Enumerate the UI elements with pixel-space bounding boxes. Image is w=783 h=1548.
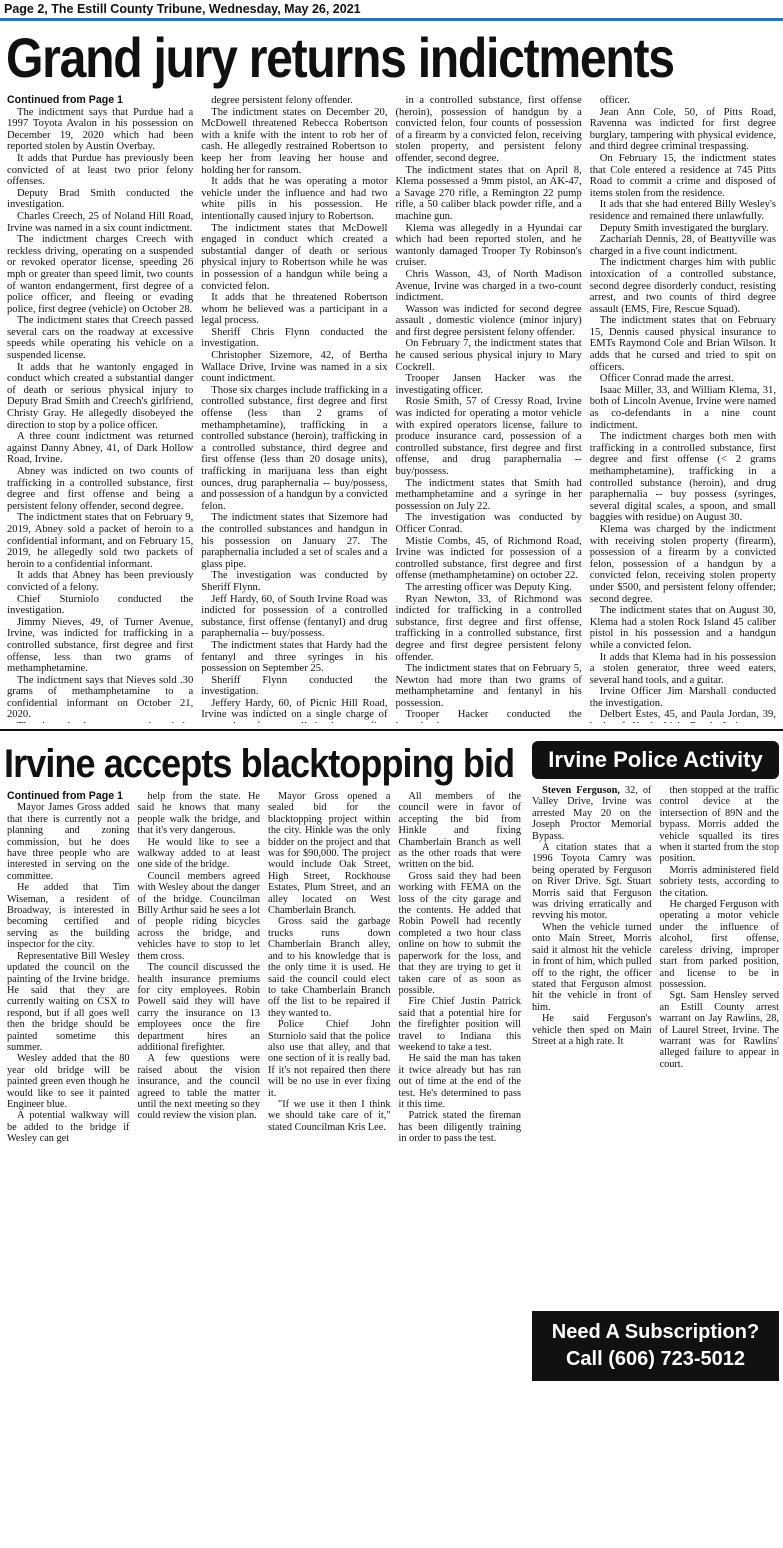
article-paragraph: A few questions were raised about the vision insurance, and the council agreed to table the matter until the next meeting so they could review the vision plan. xyxy=(137,1053,260,1122)
article-paragraph: A three count indictment was returned against Danny Abney, 41, of Dark Hollow Road, Irvine. xyxy=(7,431,194,466)
article-paragraph: Chief Sturniolo conducted the investigation. xyxy=(7,593,194,617)
article-paragraph: It adds that Klema had in his possession a stolen generator, three weed eaters, several hand tools, and a guitar. xyxy=(589,651,776,686)
article-paragraph: Morris administered field sobriety tests, according to the citation. xyxy=(659,864,779,899)
article-paragraph: It adds that he was operating a motor vehicle under the influence and had two white pills in his possession. He intentionally caused injury to Robertson. xyxy=(201,176,388,222)
article-paragraph: Deputy Brad Smith conducted the investigation. xyxy=(7,187,194,211)
article-paragraph: Wasson was indicted for second degree assault , domestic violence (minor injury) and first degree persistent felony offender. xyxy=(395,303,582,338)
article-paragraph: Klema was allegedly in a Hyundai car which had been reported stolen, and he wantonly damaged Trooper Ty Robinson's cruiser. xyxy=(395,222,582,269)
article-paragraph: Trooper Jansen Hacker was the investigating officer. xyxy=(395,373,582,396)
story-column xyxy=(134,791,265,1381)
article-paragraph: Wesley added that the 80 year old bridge will be painted green even though he would like to see it painted Engineer blue. xyxy=(7,1053,130,1110)
article-paragraph: When the vehicle turned onto Main Street, Morris said it almost hit the vehicle in front of him, which pulled off to the right, the officer stated that Ferguson almost hit the vehicle in front of him. xyxy=(532,921,652,1013)
article-paragraph: The investigation was conducted by Officer Conrad. xyxy=(395,512,582,535)
article-paragraph: Sheriff Flynn conducted the investigation. xyxy=(201,674,388,698)
article-paragraph: The council discussed the health insurance premiums for city employees. Robin Powell said they will have carry the insurance on 13 employees once the fire department hires an additional firefighter. xyxy=(137,962,260,1053)
article-paragraph: Steven Ferguson, 32, of Valley Drive, Irvine was arrested May 20 on the Joseph Proctor Memorial Bypass. xyxy=(532,785,652,842)
article-paragraph: Irvine Officer Jim Marshall conducted the investigation. xyxy=(589,686,776,709)
article-paragraph: It adds that Purdue has previously been convicted of at least two prior felony offenses. xyxy=(7,152,194,188)
article-paragraph: Patrick stated the fireman has been diligently training in order to pass the test. xyxy=(398,1110,521,1145)
article-paragraph: The indictment states that Smith had methamphetamine and a syringe in her possession on July 22. xyxy=(395,477,582,512)
article-paragraph: Jimmy Nieves, 49, of Turner Avenue, Irvine, was indicted for trafficking in a controlled substance, first degree and first offense, less than two grams of methamphetamine. xyxy=(7,616,194,675)
article-paragraph: The indictment says that Nieves sold .30 grams of methamphetamine to a confidential informant on October 21, 2020. xyxy=(7,674,194,721)
police-activity xyxy=(528,737,783,1381)
article-paragraph: The indictment states that on February 15, Dennis caused physical insurance to EMTs Raymond Cole and Brian Wilson. It adds that he cursed and tried to spit on officers. xyxy=(589,315,776,373)
article-paragraph: It ads that she had entered Billy Wesley's residence and remained there unlawfully. xyxy=(589,199,776,222)
article-paragraph: Jeffery Hardy, 60, of Picnic Hill Road, Irvine was indicted on a single charge of xyxy=(201,697,388,721)
article-paragraph: The indictment states that Creech passed several cars on the roadway at excessive speeds while operating his vehicle on a suspended license. xyxy=(7,315,194,362)
continued-from-label: Continued from Page 1 xyxy=(7,95,123,106)
article-paragraph: The indictment states that on February 5, Newton had more than two grams of methamphetamine and fentanyl in his possession. xyxy=(395,663,582,709)
article-paragraph: The indictment charges both men with trafficking in a controlled substance, first degree and first offense (< 2 grams methamphetamine), trafficking in a controlled substance (heroin), and drug paraphernalia -- buy possess (syringes, several digital scales, a spoon, and small baggies with residue) on August 30. xyxy=(589,431,776,524)
article-paragraph: Trooper Hacker conducted the xyxy=(405,709,582,721)
article-paragraph: Klema was charged by the indictment with receiving stolen property (firearm), possession of a firearm by a convicted felon, possession of a handgun by a convicted felon, receiving stolen property under $500, and persistent felony offender; second degree. xyxy=(589,523,776,605)
continued-from-label: Continued from Page 1 xyxy=(7,791,123,802)
article-paragraph: All members of the council were in favor of accepting the bid from Hinkle and fixing Chamberlain Branch as well as the other roads that were written on the bid. xyxy=(398,791,521,871)
article-paragraph: Rosie Smith, 57 of Cressy Road, Irvine was indicted for operating a motor vehicle with expired operators license, failure to produce insurance card, possession of a controlled substance, first degree and first offense, and drug paraphernalia -- buy/possess. xyxy=(395,396,582,477)
article-paragraph: The indictment states that on February 9, 2019, Abney sold a packet of heroin to a confidential informant, and on February 15, 2019, he allegedly sold two packets of heroin to a confidential informant. xyxy=(7,512,194,570)
subscription-title: Need A Subscription? xyxy=(551,1321,760,1343)
article-paragraph: in a controlled substance, first offense (heroin), possession of handgun by a convicted felon, four counts of possession of a firearm by a convicted felon, receiving stolen property, and persistent felony offender, second degree. xyxy=(395,95,582,164)
article-paragraph: He added that Tim Wiseman, a resident of Broadway, is interested in becoming certified and serving as the building inspector for the city. xyxy=(7,882,130,951)
article-paragraph: Sheriff Chris Flynn conducted the investigation. xyxy=(201,326,388,350)
story-column xyxy=(264,791,395,1381)
story-columns xyxy=(0,95,783,723)
story-column xyxy=(3,95,197,723)
article-paragraph: Mayor Gross opened a sealed bid for the blacktopping project within the city. Hinkle was the only bidder on the project and that was for $90,000. The project would include Oak Street, High Street, Rockhouse Estates, Plum Street, and an alley located on West Chamberlain Branch. xyxy=(268,791,391,917)
story-column xyxy=(3,791,134,1381)
article-paragraph: He charged Ferguson with operating a motor vehicle under the influence of alcohol, first offense, careless driving, improper start from parked position, and license to be in possession. xyxy=(659,899,779,990)
story-column xyxy=(392,95,586,723)
article-paragraph: Council members agreed with Wesley about the danger of the bridge. Councilman Billy Arthur said he sees a lot of people riding bicycles across the bridge, and vehicles have to stop to let them cross. xyxy=(137,870,260,962)
story-blacktopping xyxy=(0,737,528,1381)
article-paragraph: A potential walkway will be added to the bridge if Wesley can get xyxy=(7,1110,130,1145)
article-paragraph: Police Chief John Sturniolo said that the police also use that alley, and that one section of it is really bad. If it's not repaired then there will be no use in ever fixing it. xyxy=(268,1019,391,1099)
headline-blacktopping: Irvine accepts blacktopping bid xyxy=(4,742,515,786)
subscription-ad[interactable] xyxy=(532,1311,779,1381)
story-column xyxy=(197,95,391,723)
story-indictments xyxy=(0,27,783,723)
article-paragraph: He said Ferguson's vehicle then sped on Main Street at a high rate. It xyxy=(532,1013,652,1047)
page-folio: Page 2, The Estill County Tribune, Wednesday, May 26, 2021 xyxy=(0,0,783,21)
article-paragraph: Isaac Miller, 33, and William Klema, 31, both of Lincoln Avenue, Irvine were named as co-defendants in a nine count indictment. xyxy=(589,384,776,431)
article-paragraph: On February 15, the indictment states that Cole entered a residence at 745 Pitts Road to commit a crime and disposed of items stolen from the residence. xyxy=(589,152,776,199)
article-paragraph: The investigation was conducted by Sheriff Flynn. xyxy=(201,570,388,593)
article-paragraph: Representative Bill Wesley updated the council on the painting of the Irvine bridge. He said that they are currently waiting on CSX to respond, but if all goes well then the bridge should be painted sometime this summer. xyxy=(7,950,130,1053)
article-paragraph: Officer Conrad made the arrest. xyxy=(599,373,734,385)
article-paragraph: The indictment states that on April 8, Klema possessed a 9mm pistol, an AK-47, a Savage 270 rifle, a Remington 22 pump rifle, a 50 caliber black powder rifle, and a machine gun. xyxy=(395,164,582,222)
article-paragraph: Christopher Sizemore, 42, of Bertha Wallace Drive, Irvine was named in a six count indictment. xyxy=(201,350,388,385)
story-column xyxy=(586,95,780,723)
article-paragraph: Deputy Smith investigated the burglary. xyxy=(599,222,769,234)
article-paragraph xyxy=(7,721,193,723)
article-paragraph: Mayor James Gross added that there is currently not a planning and zoning commission, but he does have three people who are interested in serving on the committee. xyxy=(7,802,130,882)
article-paragraph: The indictment charges Creech with reckless driving, operating on a suspended or revoked operator license, speeding 26 mph or greater than speed limit, two counts of wanton endangerment, first degree of a police officer, and fleeing or evading police, first degree (vehicle) on October 28. xyxy=(7,234,194,315)
article-paragraph: Charles Creech, 25 of Noland Hill Road, Irvine was named in a six count indictment. xyxy=(7,210,194,234)
police-activity-heading: Irvine Police Activity xyxy=(532,741,779,779)
article-paragraph: The indictment says that Purdue had a 1997 Toyota Avalon in his possession on December 19, 2020 which had been reported stolen by Austin Overbay. xyxy=(7,106,194,153)
story-column xyxy=(395,791,526,1381)
article-paragraph: "If we use it then I think we should take care of it," stated Councilman Kris Lee. xyxy=(268,1098,391,1133)
article-paragraph: He would like to see a walkway added to at least one side of the bridge. xyxy=(137,836,260,871)
article-paragraph: Gross said they had been working with FEMA on the loss of the city garage and the contents. He added that Robin Powell had recently completed a two hour class online on how to submit the paperwork for the loss, and that they are trying to get it taken care of as soon as possible. xyxy=(398,870,521,996)
article-paragraph: The arresting officer was Deputy King. xyxy=(405,581,572,593)
article-paragraph: The indictment charges him with public intoxication of a controlled substance, second degree disorderly conduct, resisting arrest, and two counts of third degree assault (EMS, Fire, Rescue Squad). xyxy=(589,257,776,315)
article-paragraph: He said the man has taken it twice already but has ran out of time at the end of the test. He's determined to pass it this time. xyxy=(398,1053,521,1110)
article-paragraph: Those six charges include trafficking in a controlled substance, first degree and first offense (less than 2 grams of methamphetamine), trafficking in a controlled substance (heroin), trafficking in a controlled substance, third degree and first offense (less than 20 dosage units), trafficking in marijuana less than eight ounces, drug paraphernalia -- buy/possess, and possession of a handgun by a convicted felon. xyxy=(201,384,388,512)
article-paragraph: help from the state. He said he knows that many people walk the bridge, and that it's very dangerous. xyxy=(137,791,260,837)
article-paragraph: Jean Ann Cole, 50, of Pitts Road, Ravenna was indicted for first degree burglary, tampering with physical evidence, and third degree criminal trespassing. xyxy=(589,106,776,153)
article-paragraph: officer. xyxy=(599,95,630,106)
article-paragraph: A citation states that a 1996 Toyota Camry was being operated by Ferguson on River Drive. Sgt. Stuart Morris said that Ferguson was driving erratically and revving his motor. xyxy=(532,842,652,922)
article-paragraph: Zachariah Dennis, 28, of Beattyville was charged in a five count indictment. xyxy=(589,234,776,257)
police-columns xyxy=(528,785,783,1305)
article-paragraph: Abney was indicted on two counts of trafficking in a controlled substance, first degree and first offense and being a persistent felony offender, second degree. xyxy=(7,466,194,512)
article-paragraph: Delbert Estes, 45, and Paula Jordan, 39, xyxy=(599,709,776,721)
article-paragraph: Sgt. Sam Hensley served an Estill County arrest warrant on Jay Rawlins, 28, of Laurel Street, Irvine. The warrant was for Rawlins' alleged failure to appear in court. xyxy=(659,990,779,1070)
story-column xyxy=(656,785,783,1285)
story-column xyxy=(528,785,656,1285)
article-paragraph: The indictment states that Sizemore had the controlled substances and handgun in his possession on January 27. The paraphernalia included a set of scales and a glass pipe. xyxy=(201,512,388,570)
article-paragraph: Mistie Combs, 45, of Richmond Road, Irvine was indicted for possession of a controlled substance, first degree and first offense (methamphetamine) on october 22. xyxy=(395,535,582,582)
article-paragraph: It adds that he threatened Robertson whom he believed was a participant in a legal process. xyxy=(201,292,388,327)
article-paragraph: Gross said the garbage trucks runs down Chamberlain Branch alley, and to his knowledge that is the only time it is used. He said the council could elect to take Chamberlain Branch off the list to be repaired if they wanted to. xyxy=(268,916,391,1019)
article-paragraph: It adds that he wantonly engaged in conduct which created a substantial danger of death or serious physical injury to Deputy Brad Smith and Creech's girlfriend, Christy Gray. He allegedly disobeyed the direction to stop by a police officer. xyxy=(7,361,194,431)
bottom-section xyxy=(0,737,783,1381)
article-paragraph: It adds that Abney has been previously convicted of a felony. xyxy=(7,570,194,593)
headline-indictments: Grand jury returns indictments xyxy=(6,26,674,89)
article-paragraph: Fire Chief Justin Patrick said that a potential hire for the firefighter position will travel to Indiana this weekend to take a test. xyxy=(398,996,521,1053)
article-paragraph: The indictment states that on August 30, Klema had a stolen Rock Island 45 caliber pistol in his possession and a handgun while a convicted felon. xyxy=(589,605,776,651)
article-paragraph: On February 7, the indictment states that he caused serious physical injury to Mary Cockrell. xyxy=(395,338,582,373)
story-columns xyxy=(0,791,528,1381)
article-paragraph: Ryan Newton, 33, of Richmond was indicted for trafficking in a controlled substance, first degree and first offense, trafficking in a controlled substance, first degree and first degree persistent felony offender. xyxy=(395,593,582,663)
subscription-phone: Call (606) 723-5012 xyxy=(565,1348,745,1370)
article-paragraph: then stopped at the traffic control device at the intersection of 89N and the bypass. Morris added the vehicle squalled its tires when it started from the stop position. xyxy=(659,785,779,865)
article-paragraph: The indictment states that Hardy had the fentanyl and three syringes in his possession on September 25. xyxy=(201,639,388,675)
article-paragraph: The indictment states that McDowell engaged in conduct which created a substantial danger of death or serious physical injury to Robertson while he was in possession of a handgun while being a convicted felon. xyxy=(201,222,388,292)
article-paragraph: The indictment states on December 20, McDowell threatened Rebecca Robertson with a knife with the intent to rob her of cash. He allegedly restrained Robertson to keep her from leaving her house and holding her for ransom. xyxy=(201,106,388,176)
article-paragraph: degree persistent felony offender. xyxy=(211,95,353,106)
article-paragraph: Jeff Hardy, 60, of South Irvine Road was indicted for possession of a controlled substance, first offense (fentanyl) and drug paraphernalia -- buy/possess. xyxy=(201,593,388,640)
lead-name: Steven Ferguson, xyxy=(542,785,620,796)
article-paragraph: Chris Wasson, 43, of North Madison Avenue, Irvine was charged in a two-count indictment. xyxy=(395,268,582,304)
section-divider xyxy=(0,729,783,731)
